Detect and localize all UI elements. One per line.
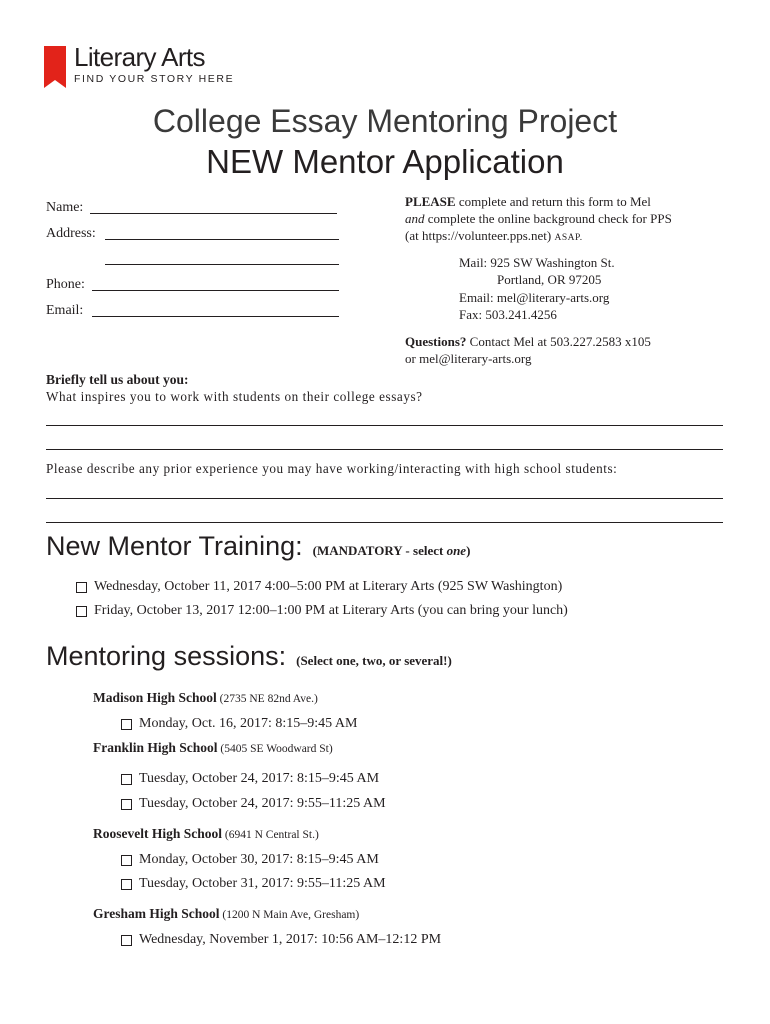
about-heading: Briefly tell us about you: xyxy=(46,372,189,387)
name-field[interactable] xyxy=(90,213,337,214)
school-gresham: Gresham High School (1200 N Main Ave, Gresham) xyxy=(93,906,360,921)
email-label: Email: xyxy=(46,303,84,318)
checkbox[interactable] xyxy=(121,855,132,866)
session-option[interactable]: Monday, Oct. 16, 2017: 8:15–9:45 AM xyxy=(121,716,357,732)
checkbox[interactable] xyxy=(76,606,87,617)
questions-line1: Questions? Contact Mel at 503.227.2583 x105 xyxy=(405,334,651,349)
logo-name: Literary Arts xyxy=(74,42,205,72)
about-question-inspiration: What inspires you to work with students on their college essays? xyxy=(46,389,423,404)
school-madison: Madison High School (2735 NE 82nd Ave.) xyxy=(93,690,318,705)
training-note: (MANDATORY - select one) xyxy=(312,543,471,558)
logo-tagline: FIND YOUR STORY HERE xyxy=(74,73,235,85)
sessions-note: (Select one, two, or several!) xyxy=(296,653,452,668)
training-option[interactable]: Friday, October 13, 2017 12:00–1:00 PM at Literary Arts (you can bring your lunch) xyxy=(76,603,568,619)
checkbox[interactable] xyxy=(121,719,132,730)
session-option[interactable]: Tuesday, October 31, 2017: 9:55–11:25 AM xyxy=(121,876,386,892)
name-label: Name: xyxy=(46,200,84,215)
session-option[interactable]: Tuesday, October 24, 2017: 9:55–11:25 AM xyxy=(121,796,386,812)
document-title: College Essay Mentoring Project xyxy=(152,103,618,139)
answer-line[interactable] xyxy=(46,498,723,499)
about-question-experience: Please describe any prior experience you may have working/interacting with high school students: xyxy=(46,461,618,476)
address-field-line1[interactable] xyxy=(105,239,339,240)
document-subtitle: NEW Mentor Application xyxy=(206,143,564,180)
training-header xyxy=(46,531,470,562)
phone-label: Phone: xyxy=(46,277,85,292)
school-roosevelt: Roosevelt High School (6941 N Central St.) xyxy=(93,826,319,841)
school-franklin: Franklin High School (5405 SE Woodward St) xyxy=(93,740,333,755)
instructions-line1: PLEASE complete and return this form to Mel xyxy=(405,194,651,209)
sessions-header xyxy=(46,641,452,672)
answer-line[interactable] xyxy=(46,522,723,523)
checkbox[interactable] xyxy=(121,935,132,946)
questions-line2: or mel@literary-arts.org xyxy=(405,351,532,366)
checkbox[interactable] xyxy=(121,774,132,785)
checkbox[interactable] xyxy=(121,879,132,890)
session-option[interactable]: Wednesday, November 1, 2017: 10:56 AM–12:12 PM xyxy=(121,932,441,948)
please-emphasis: PLEASE xyxy=(405,194,456,209)
training-option[interactable]: Wednesday, October 11, 2017 4:00–5:00 PM at Literary Arts (925 SW Washington) xyxy=(76,579,562,595)
checkbox[interactable] xyxy=(76,582,87,593)
address-label: Address: xyxy=(46,226,96,241)
email-field[interactable] xyxy=(92,316,339,317)
instructions-line2: and complete the online background check for PPS xyxy=(405,211,672,226)
phone-field[interactable] xyxy=(92,290,339,291)
answer-line[interactable] xyxy=(46,425,723,426)
session-option[interactable]: Monday, October 30, 2017: 8:15–9:45 AM xyxy=(121,852,379,868)
mail-address: Mail: 925 SW Washington St. xyxy=(459,255,615,270)
sessions-heading: Mentoring sessions: xyxy=(46,641,287,671)
mail-city: Portland, OR 97205 xyxy=(497,272,602,287)
contact-fax: Fax: 503.241.4256 xyxy=(459,307,557,322)
literary-arts-logo-flag-icon xyxy=(44,46,66,88)
answer-line[interactable] xyxy=(46,449,723,450)
contact-email: Email: mel@literary-arts.org xyxy=(459,290,610,305)
address-field-line2[interactable] xyxy=(105,264,339,265)
session-option[interactable]: Tuesday, October 24, 2017: 8:15–9:45 AM xyxy=(121,771,379,787)
instructions-line3: (at https://volunteer.pps.net) ASAP. xyxy=(405,228,583,243)
training-heading: New Mentor Training: xyxy=(46,531,303,561)
checkbox[interactable] xyxy=(121,799,132,810)
